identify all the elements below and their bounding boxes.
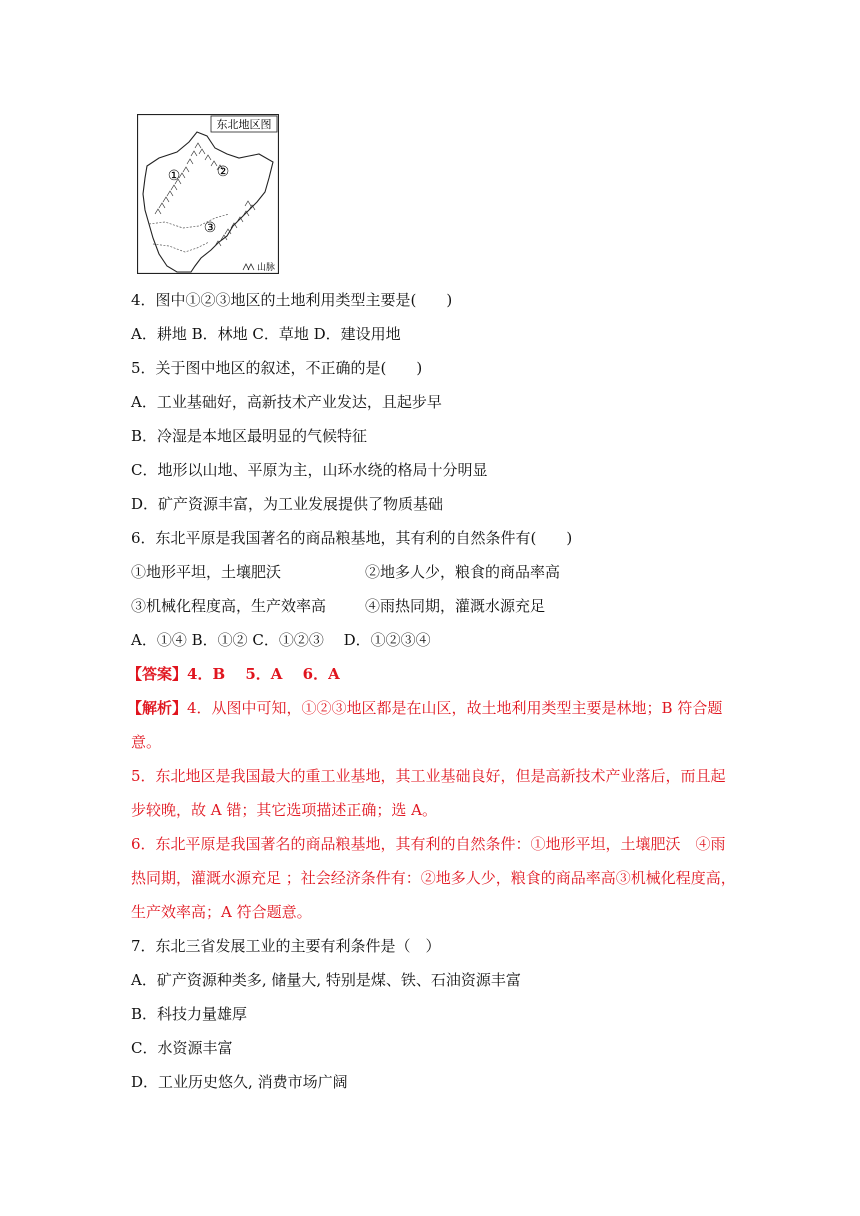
q5-stem: 5．关于图中地区的叙述，不正确的是( ) (131, 359, 423, 377)
q6-options: A．①④ B．①② C．①②③ D．①②③④ (131, 631, 431, 649)
q6-item-1: ①地形平坦，土壤肥沃 (131, 563, 282, 581)
q6-item-2: ②地多人少，粮食的商品率高 (365, 563, 561, 581)
analysis-4-text: 4．从图中可知，①②③地区都是在山区，故土地利用类型主要是林地；B 符合题 (187, 699, 723, 717)
q4-options: A．耕地 B．林地 C．草地 D．建设用地 (131, 325, 401, 343)
q7-option-b: B．科技力量雄厚 (131, 1005, 248, 1023)
map-marker-3: ③ (203, 220, 217, 236)
analysis-5-line-1: 5．东北地区是我国最大的重工业基地，其工业基础良好，但是高新技术产业落后，而且起 (131, 767, 726, 785)
map-marker-2: ② (216, 164, 230, 180)
q5-option-a: A．工业基础好，高新技术产业发达，且起步早 (131, 393, 442, 411)
q4-stem: 4．图中①②③地区的土地利用类型主要是( ) (131, 291, 453, 309)
q7-option-d: D．工业历史悠久, 消费市场广阔 (131, 1073, 348, 1091)
q6-stem: 6．东北平原是我国著名的商品粮基地，其有利的自然条件有( ) (131, 529, 573, 547)
analysis-label: 【解析】 (127, 699, 188, 717)
map-marker-1: ① (167, 168, 181, 184)
q7-option-a: A．矿产资源种类多, 储量大, 特别是煤、铁、石油资源丰富 (131, 971, 521, 989)
analysis-6-line-3: 生产效率高；A 符合题意。 (131, 903, 312, 921)
map-title: 东北地区图 (216, 118, 272, 131)
q5-option-d: D．矿产资源丰富，为工业发展提供了物质基础 (131, 495, 444, 513)
analysis-4-line-1 (127, 697, 722, 719)
analysis-5-line-2: 步较晚，故 A 错；其它选项描述正确；选 A。 (131, 801, 437, 819)
q6-item-4: ④雨热同期，灌溉水源充足 (365, 597, 546, 615)
map-legend-label: 山脉 (257, 263, 276, 273)
northeast-map-figure (137, 114, 279, 274)
answer-label: 【答案】 (127, 665, 188, 683)
answer-text: 4．B 5．A 6．A (187, 665, 340, 683)
q7-stem: 7．东北三省发展工业的主要有利条件是（ ） (131, 937, 441, 955)
analysis-4-line-2: 意。 (131, 733, 162, 751)
q5-option-b: B．冷湿是本地区最明显的气候特征 (131, 427, 368, 445)
analysis-6-line-2: 热同期，灌溉水源充足 ；社会经济条件有：②地多人少，粮食的商品率高③机械化程度高， (131, 869, 736, 887)
answer-line (127, 663, 340, 685)
q7-option-c: C．水资源丰富 (131, 1039, 233, 1057)
analysis-6-line-1: 6．东北平原是我国著名的商品粮基地，其有利的自然条件：①地形平坦，土壤肥沃 ④雨 (131, 835, 726, 853)
q5-option-c: C．地形以山地、平原为主，山环水绕的格局十分明显 (131, 461, 488, 479)
q6-item-3: ③机械化程度高，生产效率高 (131, 597, 327, 615)
